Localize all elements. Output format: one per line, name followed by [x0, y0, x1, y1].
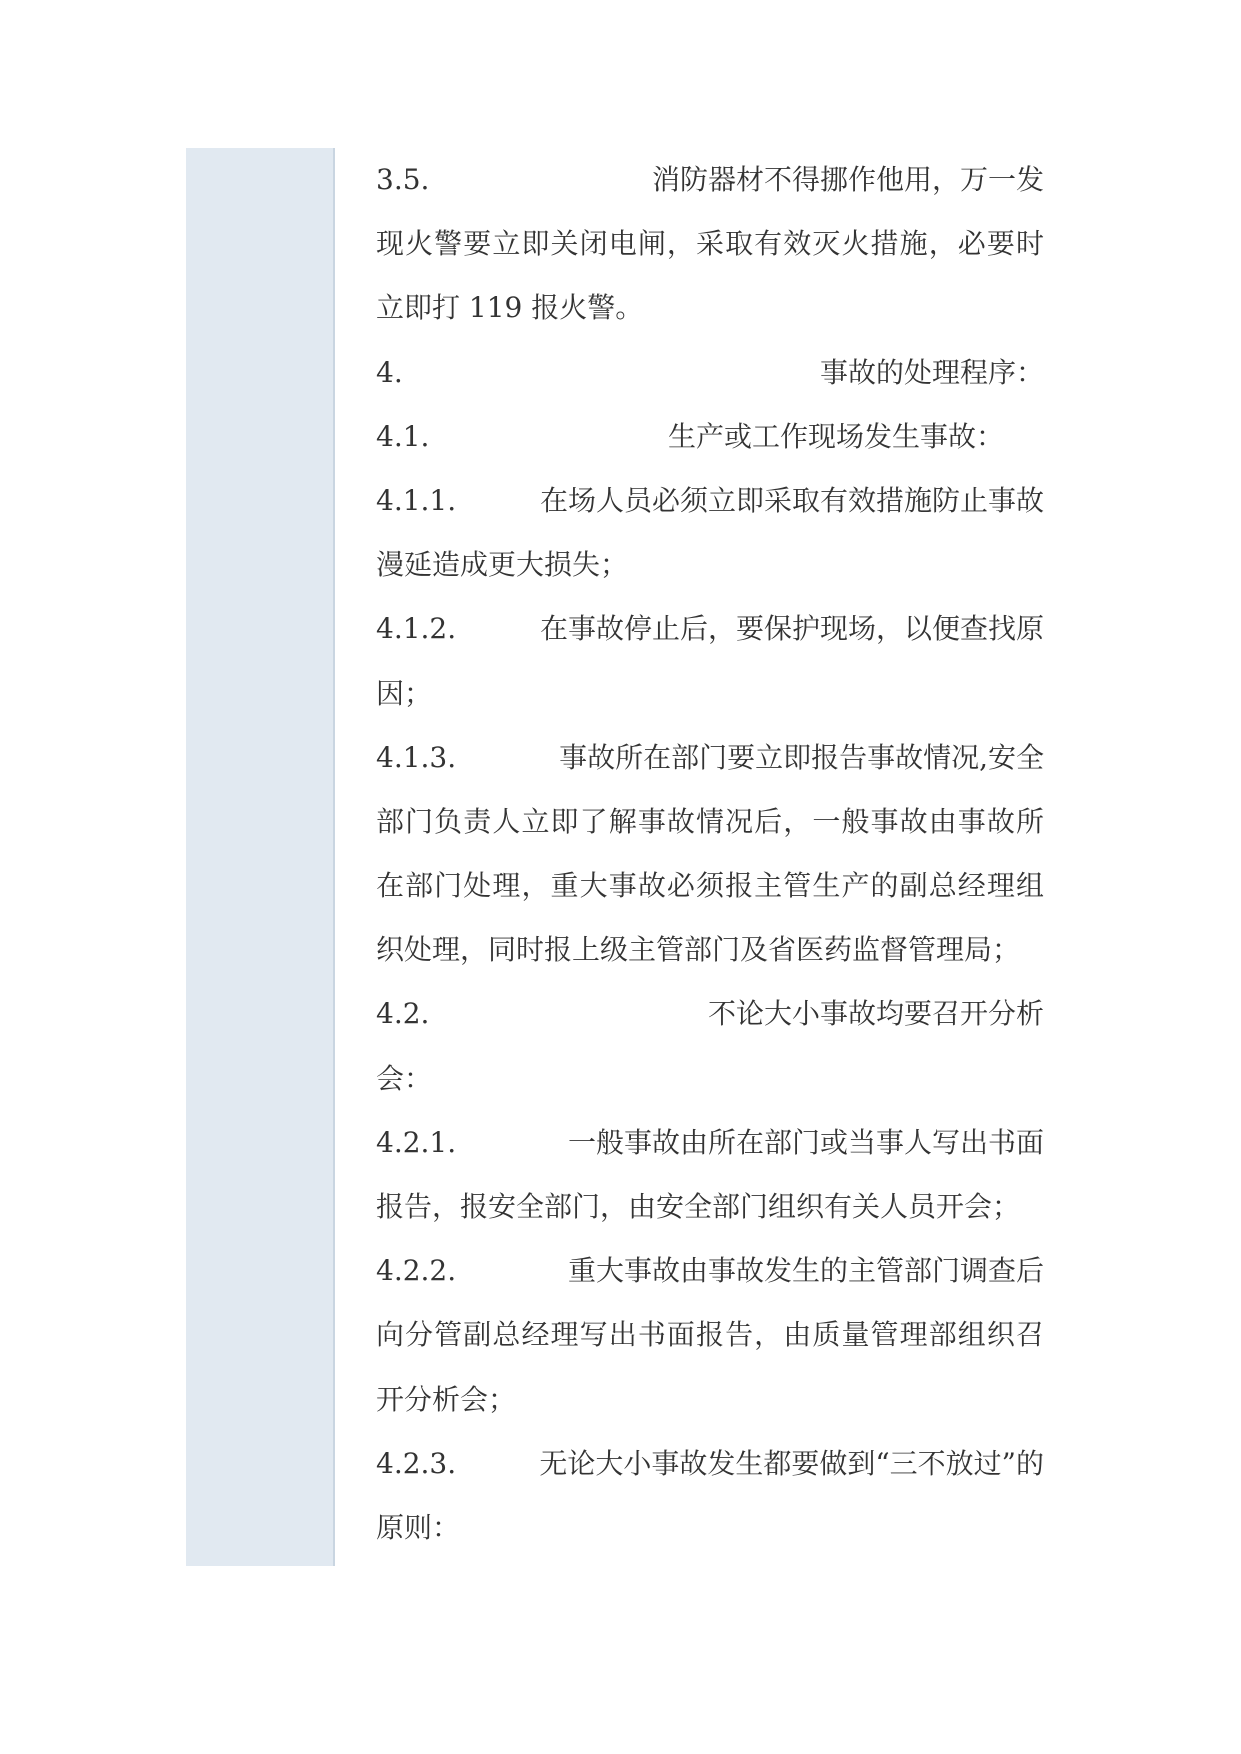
- paragraph-text: 报告，报安全部门，由安全部门组织有关人员开会；: [376, 1190, 1021, 1223]
- paragraph-text: 漫延造成更大损失；: [376, 548, 629, 582]
- section-heading: 在事故停止后，要保护现场，以便查找原: [539, 612, 1044, 646]
- section-heading: 重大事故由事故发生的主管部门调查后: [567, 1254, 1044, 1288]
- paragraph-line: [376, 854, 1044, 918]
- paragraph-line: [376, 1432, 1044, 1496]
- paragraph-line: [376, 1175, 1044, 1239]
- section-number: 4.2.: [376, 997, 430, 1031]
- section-heading: 在场人员必须立即采取有效措施防止事故: [539, 483, 1044, 517]
- section-heading: 一般事故由所在部门或当事人写出书面: [567, 1125, 1044, 1159]
- section-heading: 事故的处理程序：: [819, 355, 1044, 389]
- paragraph-line: [376, 341, 1044, 405]
- paragraph-text: 现火警要立即关闭电闸，采取有效灭火措施，必要时: [376, 227, 1044, 261]
- paragraph-text: 开分析会；: [376, 1382, 517, 1416]
- paragraph-line: [376, 1239, 1044, 1303]
- paragraph-text: 织处理，同时报上级主管部门及省医药监督管理局；: [376, 933, 1021, 967]
- paragraph-line: [376, 790, 1044, 854]
- section-heading: 生产或工作现场发生事故：: [668, 419, 1005, 453]
- section-number: 4.1.: [376, 419, 430, 453]
- section-number: 3.5.: [376, 163, 430, 196]
- paragraph-line: [376, 1047, 1044, 1111]
- paragraph-text: 因；: [376, 676, 433, 710]
- paragraph-line: [376, 1496, 1044, 1560]
- paragraph-text: 会：: [376, 1061, 433, 1095]
- paragraph-line: [376, 533, 1044, 597]
- paragraph-text: 部门负责人立即了解事故情况后，一般事故由事故所: [376, 804, 1044, 838]
- paragraph-line: [376, 276, 1044, 340]
- section-number: 4.1.1.: [376, 483, 457, 517]
- document-body: [376, 148, 1044, 1560]
- left-margin-band: [186, 148, 335, 1566]
- paragraph-line: [376, 662, 1044, 726]
- paragraph-text: 原则：: [376, 1510, 461, 1544]
- section-number: 4.2.3.: [376, 1446, 457, 1480]
- section-number: 4.2.1.: [376, 1125, 457, 1159]
- section-heading: 消防器材不得挪作他用，万一发: [651, 163, 1044, 196]
- paragraph-line: [376, 212, 1044, 276]
- paragraph-line: [376, 918, 1044, 982]
- paragraph-text: 立即打 119 报火警。: [376, 291, 644, 325]
- section-number: 4.: [376, 355, 403, 389]
- paragraph-line: [376, 1368, 1044, 1432]
- section-number: 4.1.2.: [376, 612, 457, 646]
- paragraph-line: [376, 469, 1044, 533]
- section-heading: 无论大小事故发生都要做到“三不放过”的: [539, 1446, 1044, 1480]
- paragraph-line: [376, 726, 1044, 790]
- paragraph-line: [376, 1111, 1044, 1175]
- paragraph-text: 向分管副总经理写出书面报告，由质量管理部组织召: [376, 1318, 1044, 1352]
- section-heading: 事故所在部门要立即报告事故情况,安全: [559, 740, 1044, 774]
- paragraph-line: [376, 1303, 1044, 1367]
- paragraph-line: [376, 597, 1044, 661]
- section-number: 4.1.3.: [376, 740, 457, 774]
- paragraph-text: 在部门处理，重大事故必须报主管生产的副总经理组: [376, 869, 1044, 903]
- paragraph-line: [376, 405, 1044, 469]
- paragraph-line: [376, 982, 1044, 1046]
- paragraph-line: [376, 148, 1044, 212]
- section-number: 4.2.2.: [376, 1254, 457, 1288]
- section-heading: 不论大小事故均要召开分析: [707, 997, 1044, 1031]
